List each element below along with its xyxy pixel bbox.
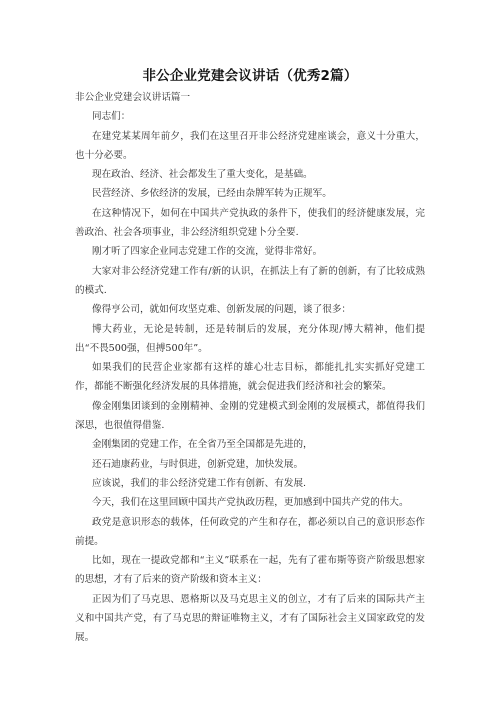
paragraph: 应该说，我们的非公经济党建工作有创新、有发展. — [92, 477, 307, 489]
paragraph: 在建党某某周年前夕，我们在这里召开非公经济党建座谈会，意义十分重大，也十分必要。 — [75, 130, 425, 161]
paragraph: 刚才听了四家企业同志党建工作的交流，觉得非常好。 — [92, 246, 323, 258]
document-body — [75, 88, 425, 648]
paragraph: 民营经济、乡依经济的发展，已经由杂牌军转为正规军。 — [92, 188, 332, 200]
section-subtitle: 非公企业党建会议讲话篇一 — [75, 92, 191, 103]
paragraph: 今天，我们在这里回顾中国共产党执政历程，更加感到中国共产党的伟大。 — [92, 497, 409, 509]
paragraph: 博大药业，无论是转制，还是转制后的发展，充分体现/博大精神，他们提出“不畏500强，但搏500年”。 — [75, 323, 425, 354]
paragraph: 政党是意识形态的载体，任何政党的产生和存在，都必须以自己的意识形态作前提。 — [75, 516, 425, 547]
paragraph: 比如，现在一提政党都和“主义”联系在一起，先有了霍布斯等资产阶级思想家的思想，才有了后来的资产阶级和资本主义： — [75, 555, 425, 586]
paragraph: 现在政治、经济、社会都发生了重大变化，是基础。 — [92, 169, 313, 181]
paragraph: 正因为们了马克思、恩格斯以及马克思主义的创立，才有了后来的国际共产主义和中国共产党，有了马克思的辩证唯物主义，才有了国际社会主义国家政党的发展。 — [75, 593, 425, 644]
paragraph: 金刚集团的党建工作，在全省乃至全国都是先进的， — [92, 439, 313, 451]
paragraph: 如果我们的民营企业家都有这样的雄心壮志目标，都能扎扎实实抓好党建工作，都能不断强化经济发展的具体措施，就会促进我们经济和社会的繁荣。 — [75, 362, 425, 393]
document-title: 非公企业党建会议讲话（优秀2篇） — [142, 68, 358, 84]
paragraph: 像金刚集团谈到的金刚精神、金刚的党建模式到金刚的发展模式，都值得我们深思，也很值得借鉴. — [75, 400, 425, 432]
paragraph: 大家对非公经济党建工作有/新的认识，在抓法上有了新的创新，有了比较成熟的模式. — [75, 265, 425, 296]
paragraph-greeting: 同志们： — [92, 111, 131, 123]
paragraph: 像得亨公司，就如何攻坚克难、创新发展的问题，谈了很多： — [92, 304, 352, 316]
paragraph: 在这种情况下，如何在中国共产党执政的条件下，使我们的经济健康发展，完善政治、社会各项事业，非公经济组织党建卜分全要. — [75, 207, 425, 239]
paragraph: 还石迪康药业，与时俱进，创新党建，加快发展。 — [92, 458, 304, 470]
